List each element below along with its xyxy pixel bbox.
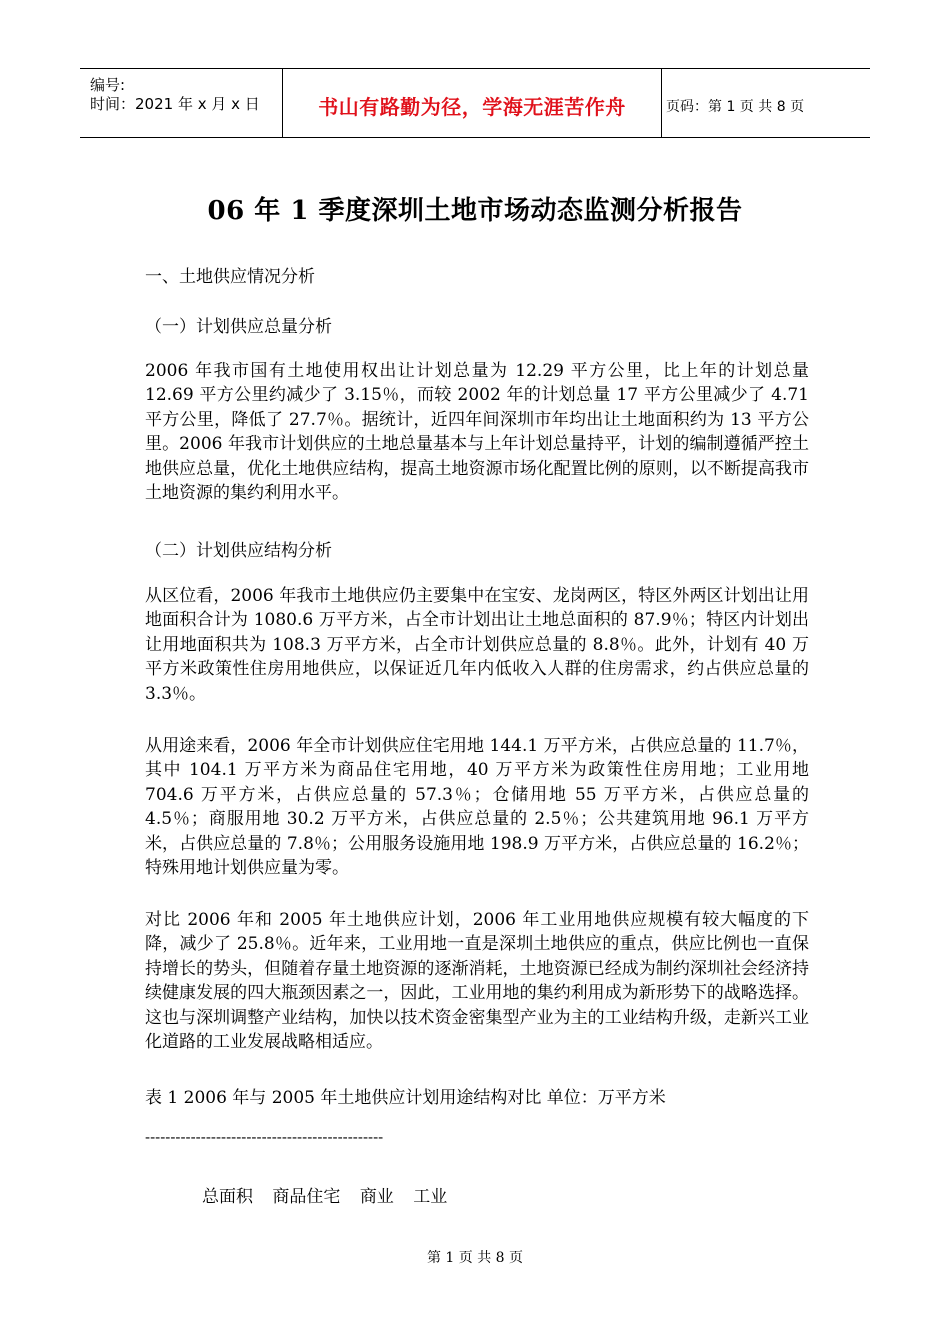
header-meta: [80, 69, 282, 137]
table-caption: 表 1 2006 年与 2005 年土地供应计划用途结构对比 单位：万平方米: [145, 1088, 666, 1108]
table-header-total-area: 总面积: [202, 1187, 253, 1207]
table-header-commercial-housing: 商品住宅: [272, 1187, 341, 1207]
header-motto: 书山有路勤为径，学海无涯苦作舟: [318, 95, 626, 119]
subsection-heading-2: （二）计划供应结构分析: [145, 541, 332, 561]
paragraph-total-supply: 2006 年我市国有土地使用权出让计划总量为 12.29 平方公里，比上年的计划总量 12.69 平方公里约减少了 3.15％，而较 2002 年的计划总量 17 平方公里减少了 4.71 平方公里，降低了 27.7％。据统计，近四年间深圳市年均出让土地面积约为 13 平方公里。2006 年我市计划供应的土地总量基本与上年计划总量持平，计划的编制遵循严控土地供应总量，优化土地供应结构，提高土地资源市场化配置比例的原则，以不断提高我市土地资源的集约利用水平。: [145, 361, 809, 504]
header-page-info: 页码：第 1 页 共 8 页: [666, 99, 805, 115]
subsection-heading-1: （一）计划供应总量分析: [145, 317, 332, 337]
page-header: [80, 68, 870, 138]
header-page-cell: [662, 69, 870, 137]
paragraph-usage: 从用途来看，2006 年全市计划供应住宅用地 144.1 万平方米，占供应总量的 11.7％，其中 104.1 万平方米为商品住宅用地，40 万平方米为政策性住房用地；工业用地 704.6 万平方米，占供应总量的 57.3％；仓储用地 55 万平方米，占供应总量的 4.5％；商服用地 30.2 万平方米，占供应总量的 2.5％；公共建筑用地 96.1 万平方米，占供应总量的 7.8％；公用服务设施用地 198.9 万平方米，占供应总量的 16.2％；特殊用地计划供应量为零。: [145, 736, 809, 879]
table-header-industry: 工业: [413, 1187, 448, 1207]
header-motto-cell: [282, 69, 662, 137]
document-number-label: 编号:: [90, 76, 126, 94]
paragraph-comparison: 对比 2006 年和 2005 年土地供应计划，2006 年工业用地供应规模有较大幅度的下降，减少了 25.8％。近年来，工业用地一直是深圳土地供应的重点，供应比例也一直保持增长的势头，但随着存量土地资源的逐渐消耗，土地资源已经成为制约深圳社会经济持续健康发展的四大瓶颈因素之一，因此，工业用地的集约利用成为新形势下的战略选择。这也与深圳调整产业结构，加快以技术资金密集型产业为主的工业结构升级，走新兴工业化道路的工业发展战略相适应。: [145, 910, 809, 1053]
table-header-commerce: 商业: [359, 1187, 394, 1207]
paragraph-location: 从区位看，2006 年我市土地供应仍主要集中在宝安、龙岗两区，特区外两区计划出让用地面积合计为 1080.6 万平方米，占全市计划出让土地总面积的 87.9％；特区内计划出让用地面积共为 108.3 万平方米，占全市计划供应总量的 8.8％。此外，计划有 40 万平方米政策性住房用地供应，以保证近几年内低收入人群的住房需求，约占供应总量的 3.3％。: [145, 586, 809, 704]
page-footer: 第 1 页 共 8 页: [426, 1250, 524, 1266]
table-header-row: [202, 1182, 455, 1207]
section-heading-1: 一、土地供应情况分析: [145, 267, 315, 287]
table-divider: -----------------------------------------------: [145, 1128, 384, 1146]
document-date: 时间：2021 年 x 月 x 日: [90, 95, 260, 113]
document-title: 06 年 1 季度深圳土地市场动态监测分析报告: [207, 196, 743, 226]
